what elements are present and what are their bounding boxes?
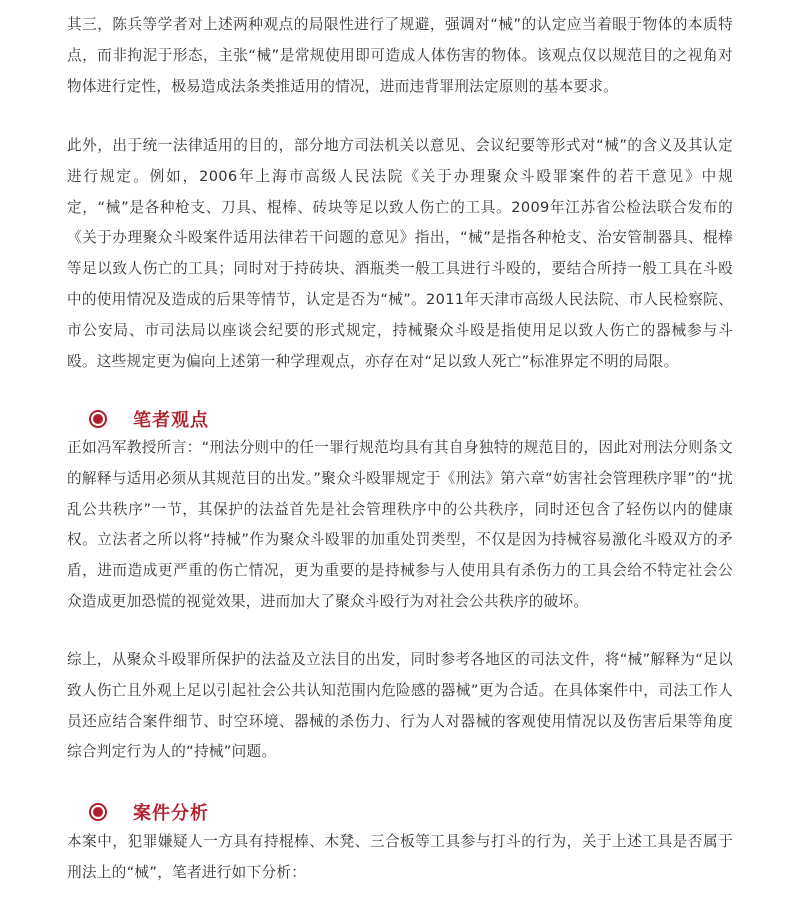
paragraph-case-analysis: 本案中，犯罪嫌疑人一方具有持棍棒、木凳、三合板等工具参与打斗的行为，关于上述工具是否属于刑法上的“械”，笔者进行如下分析： bbox=[67, 833, 733, 881]
section-heading-case-analysis bbox=[89, 797, 209, 827]
paragraph-local-judicial-rules: 此外，出于统一法律适用的目的，部分地方司法机关以意见、会议纪要等形式对“械”的含义及其认定进行规定。例如，2006年上海市高级人民法院《关于办理聚众斗殴罪案件的若干意见》中规定，“械”是各种枪支、刀具、棍棒、砖块等足以致人伤亡的工具。2009年江苏省公检法联合发布的《关于办理聚众斗殴案件适用法律若干问题的意见》指出，“械”是指各种枪支、治安管制器具、棍棒等足以致人伤亡的工具；同时对于持砖块、酒瓶类一般工具进行斗殴的，要结合所持一般工具在斗殴中的使用情况及造成的后果等情节，认定是否为“械”。2011年天津市高级人民法院、市人民检察院、市公安局、市司法局以座谈会纪要的形式规定，持械聚众斗殴是指使用足以致人伤亡的器械参与斗殴。这些规定更为偏向上述第一种学理观点，亦存在对“足以致人死亡”标准界定不明的局限。 bbox=[67, 137, 733, 370]
paragraph-scholar-view-three: 其三，陈兵等学者对上述两种观点的局限性进行了规避，强调对“械”的认定应当着眼于物体的本质特点，而非拘泥于形态，主张“械”是常规使用即可造成人体伤害的物体。该观点仅以规范目的之视角对物体进行定性，极易造成法条类推适用的情况，进而违背罪刑法定原则的基本要求。 bbox=[67, 16, 733, 95]
circle-bullet-icon bbox=[89, 803, 107, 821]
circle-bullet-icon bbox=[89, 410, 107, 428]
paragraph-author-view: 正如冯军教授所言：“刑法分则中的任一罪行规范均具有其自身独特的规范目的，因此对刑法分则条文的解释与适用必须从其规范目的出发。”聚众斗殴罪规定于《刑法》第六章“妨害社会管理秩序罪”的“扰乱公共秩序”一节，其保护的法益首先是社会管理秩序中的公共秩序，同时还包含了轻伤以内的健康权。立法者之所以将“持械”作为聚众斗殴罪的加重处罚类型，不仅是因为持械容易激化斗殴双方的矛盾，进而造成更严重的伤亡情况，更为重要的是持械参与人使用具有杀伤力的工具会给不特定社会公众造成更加恐慌的视觉效果，进而加大了聚众斗殴行为对社会公共秩序的破坏。 bbox=[67, 439, 733, 610]
section-title: 案件分析 bbox=[133, 803, 209, 824]
section-title: 笔者观点 bbox=[133, 410, 209, 431]
section-heading-author-view bbox=[89, 404, 209, 434]
paragraph-conclusion: 综上，从聚众斗殴罪所保护的法益及立法目的出发，同时参考各地区的司法文件，将“械”解释为“足以致人伤亡且外观上足以引起社会公共认知范围内危险感的器械”更为合适。在具体案件中，司法工作人员还应结合案件细节、时空环境、器械的杀伤力、行为人对器械的客观使用情况以及伤害后果等角度综合判定行为人的“持械”问题。 bbox=[67, 651, 733, 761]
